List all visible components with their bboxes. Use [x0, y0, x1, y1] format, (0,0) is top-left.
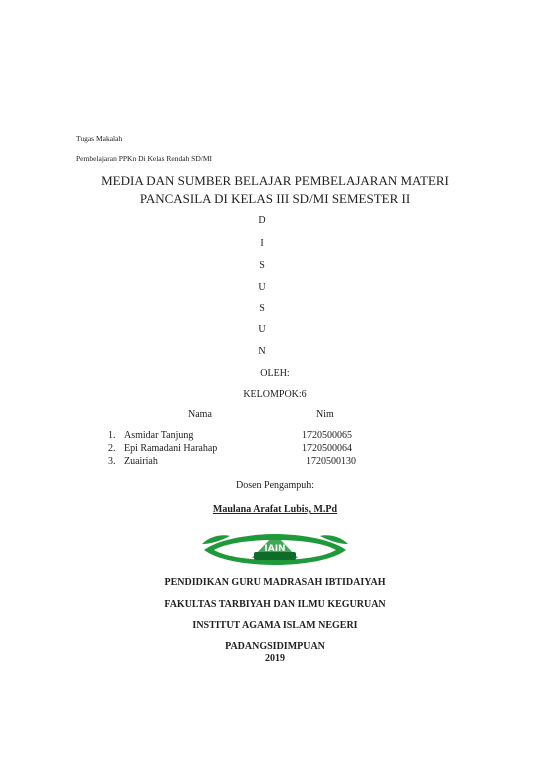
member-number: 2. — [108, 443, 116, 454]
header-line-subject: Pembelajaran PPKn Di Kelas Rendah SD/MI — [76, 154, 213, 163]
disusun-letter: U — [258, 282, 266, 293]
member-nim: 1720500064 — [302, 443, 352, 454]
document-title-line1: MEDIA DAN SUMBER BELAJAR PEMBELAJARAN MATERI — [101, 173, 449, 188]
disusun-letter: U — [258, 324, 266, 335]
iain-logo-graphic — [200, 528, 350, 566]
oleh-label: OLEH: — [260, 368, 290, 379]
footer-year: 2019 — [265, 653, 285, 664]
member-number: 3. — [108, 456, 116, 467]
member-name: Epi Ramadani Harahap — [124, 443, 218, 454]
column-header-nim: Nim — [316, 409, 334, 420]
member-number: 1. — [108, 430, 116, 441]
iain-logo — [200, 528, 350, 566]
dosen-name: Maulana Arafat Lubis, M.Pd — [212, 504, 338, 515]
disusun-letter: S — [259, 260, 265, 271]
kelompok-label: KELOMPOK:6 — [243, 389, 307, 400]
disusun-letter: N — [258, 346, 266, 357]
member-nim: 1720500130 — [306, 456, 356, 467]
member-name: Zuairiah — [124, 456, 158, 467]
member-nim: 1720500065 — [302, 430, 352, 441]
column-header-nama: Nama — [188, 409, 212, 420]
footer-program: PENDIDIKAN GURU MADRASAH IBTIDAIYAH — [164, 577, 386, 588]
document-title-line2: PANCASILA DI KELAS III SD/MI SEMESTER II — [139, 191, 411, 206]
logo-text: IAIN — [264, 544, 286, 554]
disusun-letter: D — [258, 215, 266, 226]
member-name: Asmidar Tanjung — [124, 430, 194, 441]
footer-faculty: FAKULTAS TARBIYAH DAN ILMU KEGURUAN — [164, 599, 386, 610]
footer-institute: INSTITUT AGAMA ISLAM NEGERI — [192, 620, 358, 631]
footer-city: PADANGSIDIMPUAN — [225, 641, 325, 652]
header-line-course: Tugas Makalah — [76, 134, 123, 143]
disusun-letter: S — [259, 303, 265, 314]
dosen-label: Dosen Pengampuh: — [235, 480, 315, 491]
disusun-letter: I — [260, 238, 264, 249]
